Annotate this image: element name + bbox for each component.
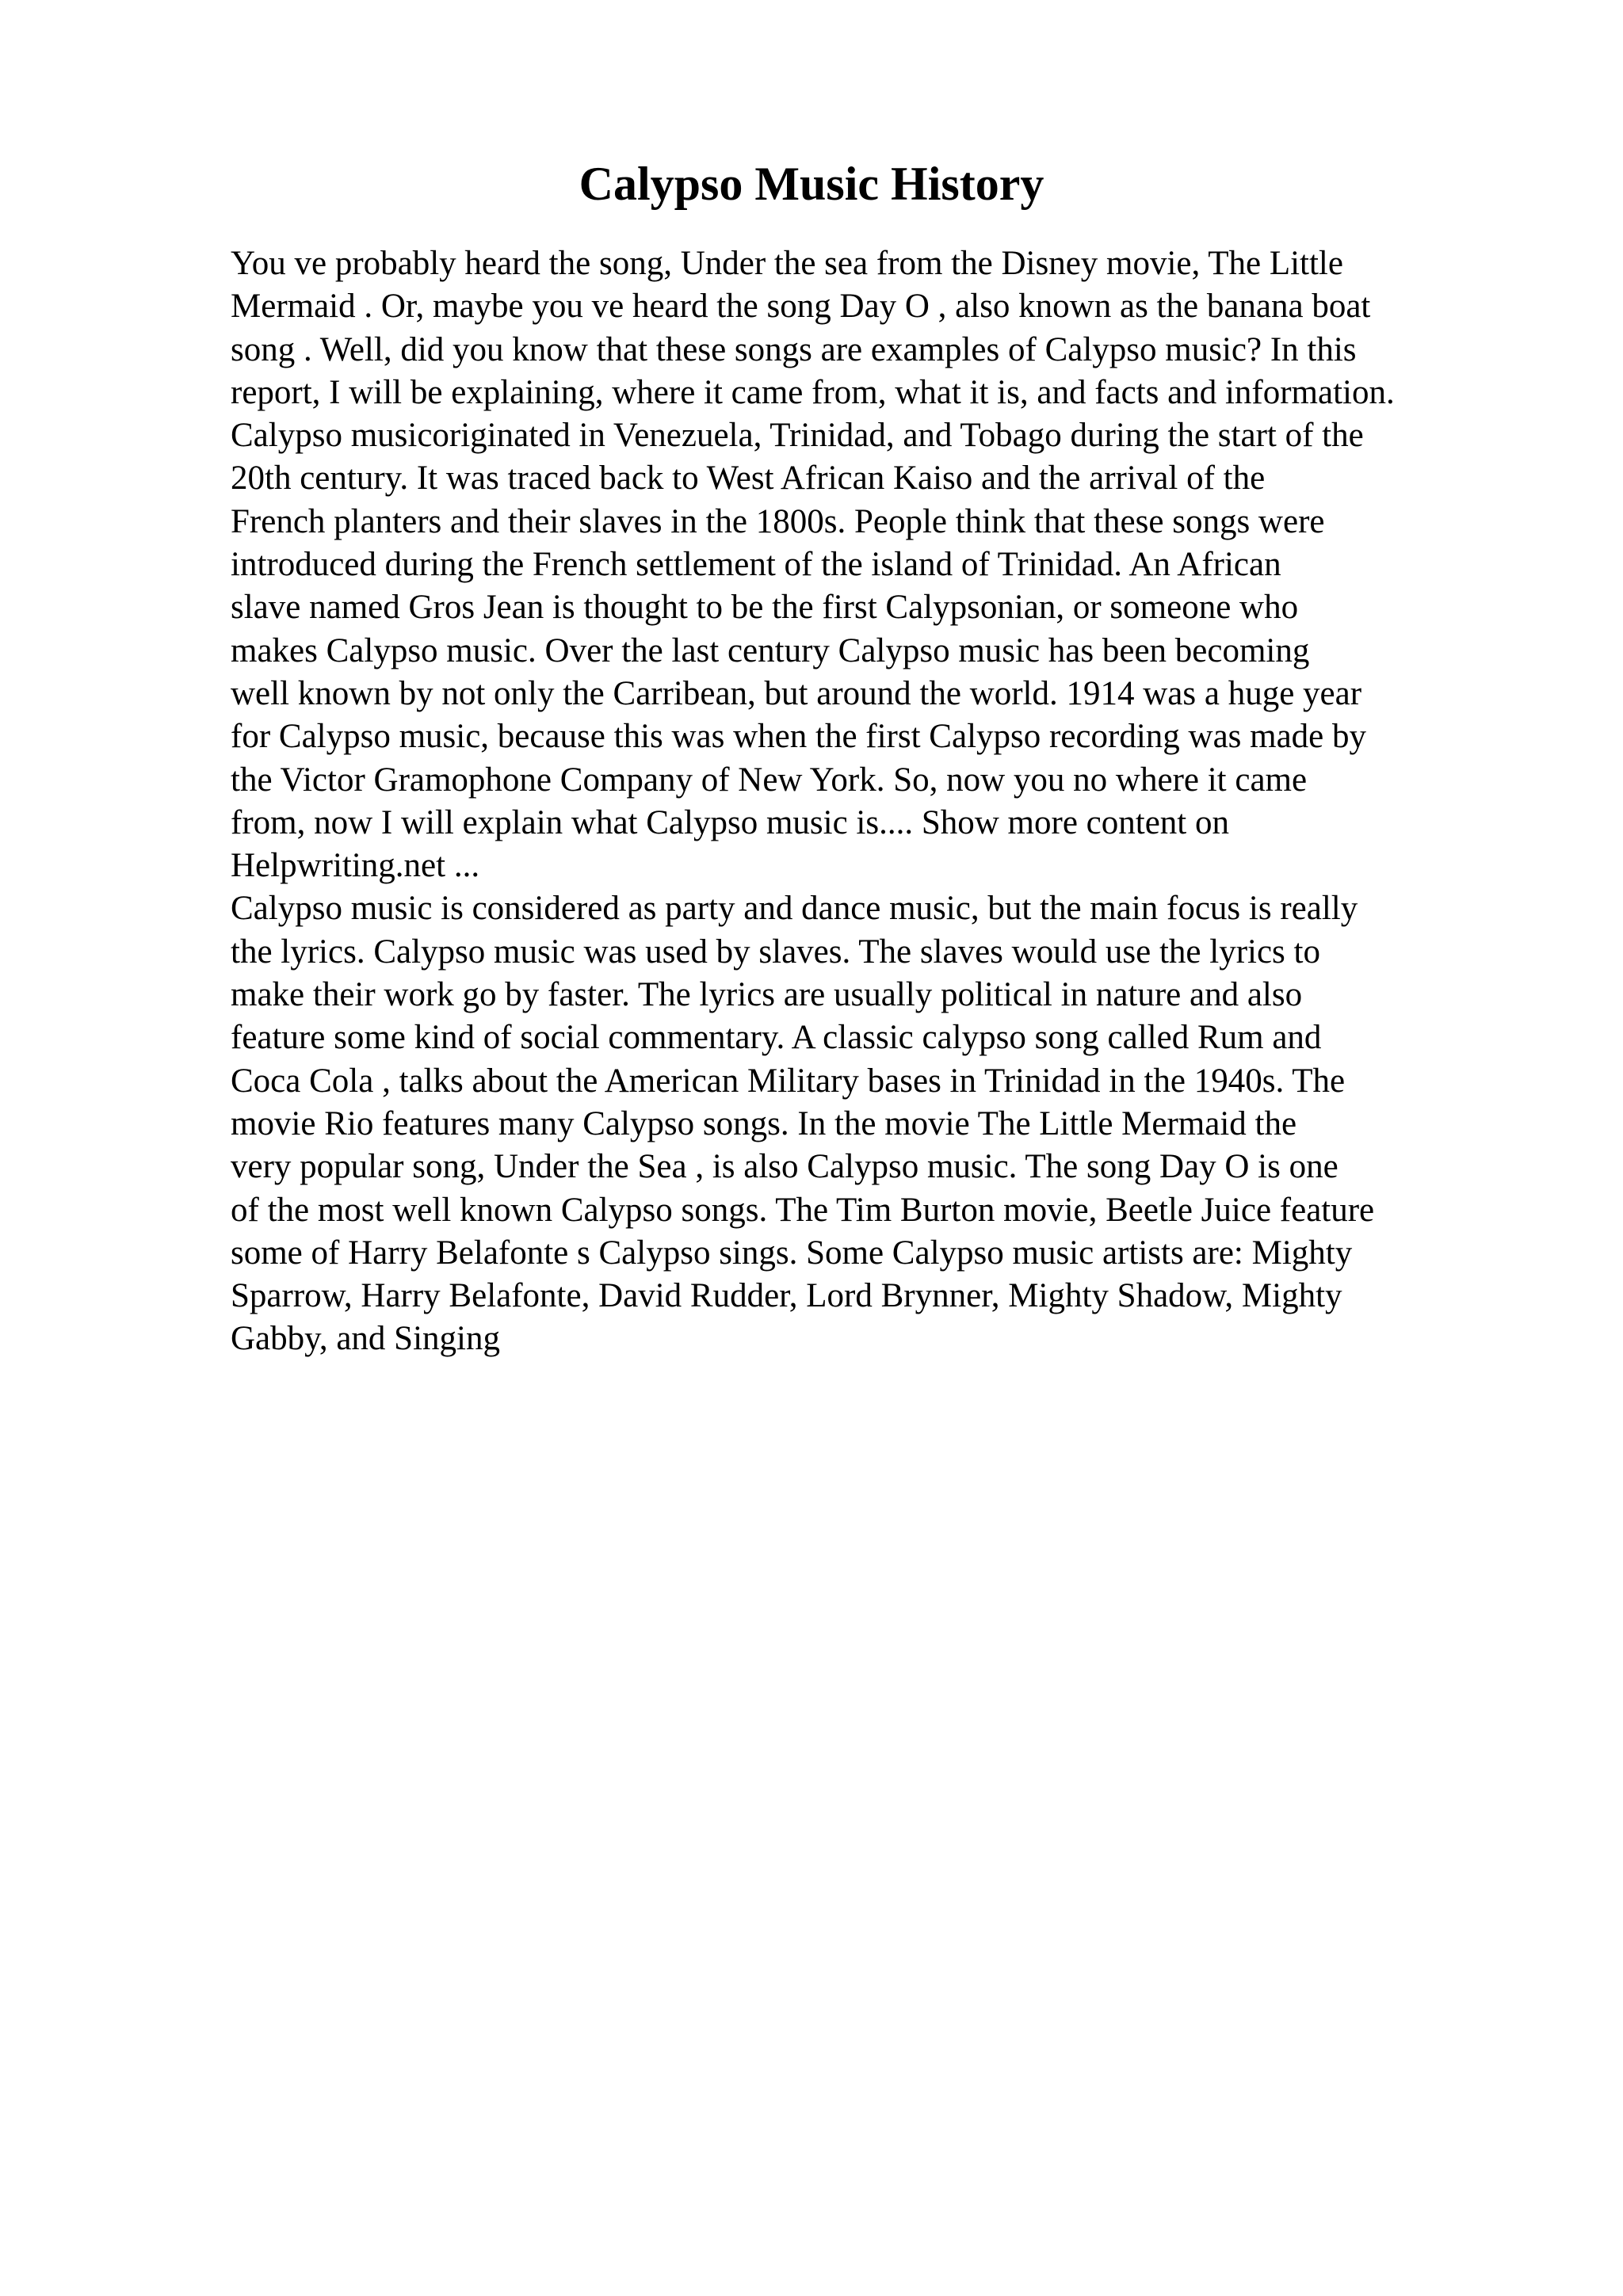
text-line: of the most well known Calypso songs. The Tim Burton movie, Beetle Juice feature: [231, 1191, 1375, 1229]
text-line: makes Calypso music. Over the last century Calypso music has been becoming: [231, 631, 1310, 669]
text-line: slave named Gros Jean is thought to be the first Calypsonian, or someone who: [231, 589, 1299, 627]
text-line: from, now I will explain what Calypso music is.... Show more content on: [231, 803, 1229, 841]
text-line: introduced during the French settlement of the island of Trinidad. An African: [231, 546, 1281, 584]
text-line: well known by not only the Carribean, but around the world. 1914 was a huge year: [231, 674, 1362, 712]
text-line: Calypso music is considered as party and dance music, but the main focus is really: [231, 890, 1358, 928]
text-line: Sparrow, Harry Belafonte, David Rudder, Lord Brynner, Mighty Shadow, Mighty: [231, 1277, 1342, 1315]
document-body: [231, 242, 1514, 1361]
text-line: some of Harry Belafonte s Calypso sings. Some Calypso music artists are: Mighty: [231, 1234, 1353, 1272]
text-line: make their work go by faster. The lyrics are usually political in nature and also: [231, 976, 1303, 1014]
source-link-line: Helpwriting.net ...: [231, 847, 480, 885]
text-line: Mermaid . Or, maybe you ve heard the song Day O , also known as the banana boat: [231, 288, 1371, 326]
text-line: 20th century. It was traced back to West African Kaiso and the arrival of the: [231, 460, 1266, 498]
text-line: for Calypso music, because this was when the first Calypso recording was made by: [231, 718, 1367, 756]
text-line: very popular song, Under the Sea , is also Calypso music. The song Day O is one: [231, 1148, 1338, 1186]
text-line: report, I will be explaining, where it came from, what it is, and facts and information.: [231, 373, 1395, 411]
text-line: the lyrics. Calypso music was used by slaves. The slaves would use the lyrics to: [231, 933, 1320, 971]
text-line: song . Well, did you know that these songs are examples of Calypso music? In this: [231, 330, 1357, 368]
text-line: French planters and their slaves in the 1800s. People think that these songs were: [231, 502, 1325, 540]
text-line: You ve probably heard the song, Under the sea from the Disney movie, The Little: [231, 245, 1343, 282]
text-line: feature some kind of social commentary. A classic calypso song called Rum and: [231, 1019, 1322, 1057]
text-line: the Victor Gramophone Company of New York. So, now you no where it came: [231, 761, 1308, 799]
text-line: Gabby, and Singing: [231, 1320, 500, 1358]
text-line: movie Rio features many Calypso songs. In the movie The Little Mermaid the: [231, 1104, 1297, 1142]
text-line: Coca Cola , talks about the American Military bases in Trinidad in the 1940s. The: [231, 1062, 1346, 1100]
text-line: Calypso musicoriginated in Venezuela, Trinidad, and Tobago during the start of the: [231, 417, 1364, 455]
page-title: Calypso Music History: [579, 158, 1044, 210]
